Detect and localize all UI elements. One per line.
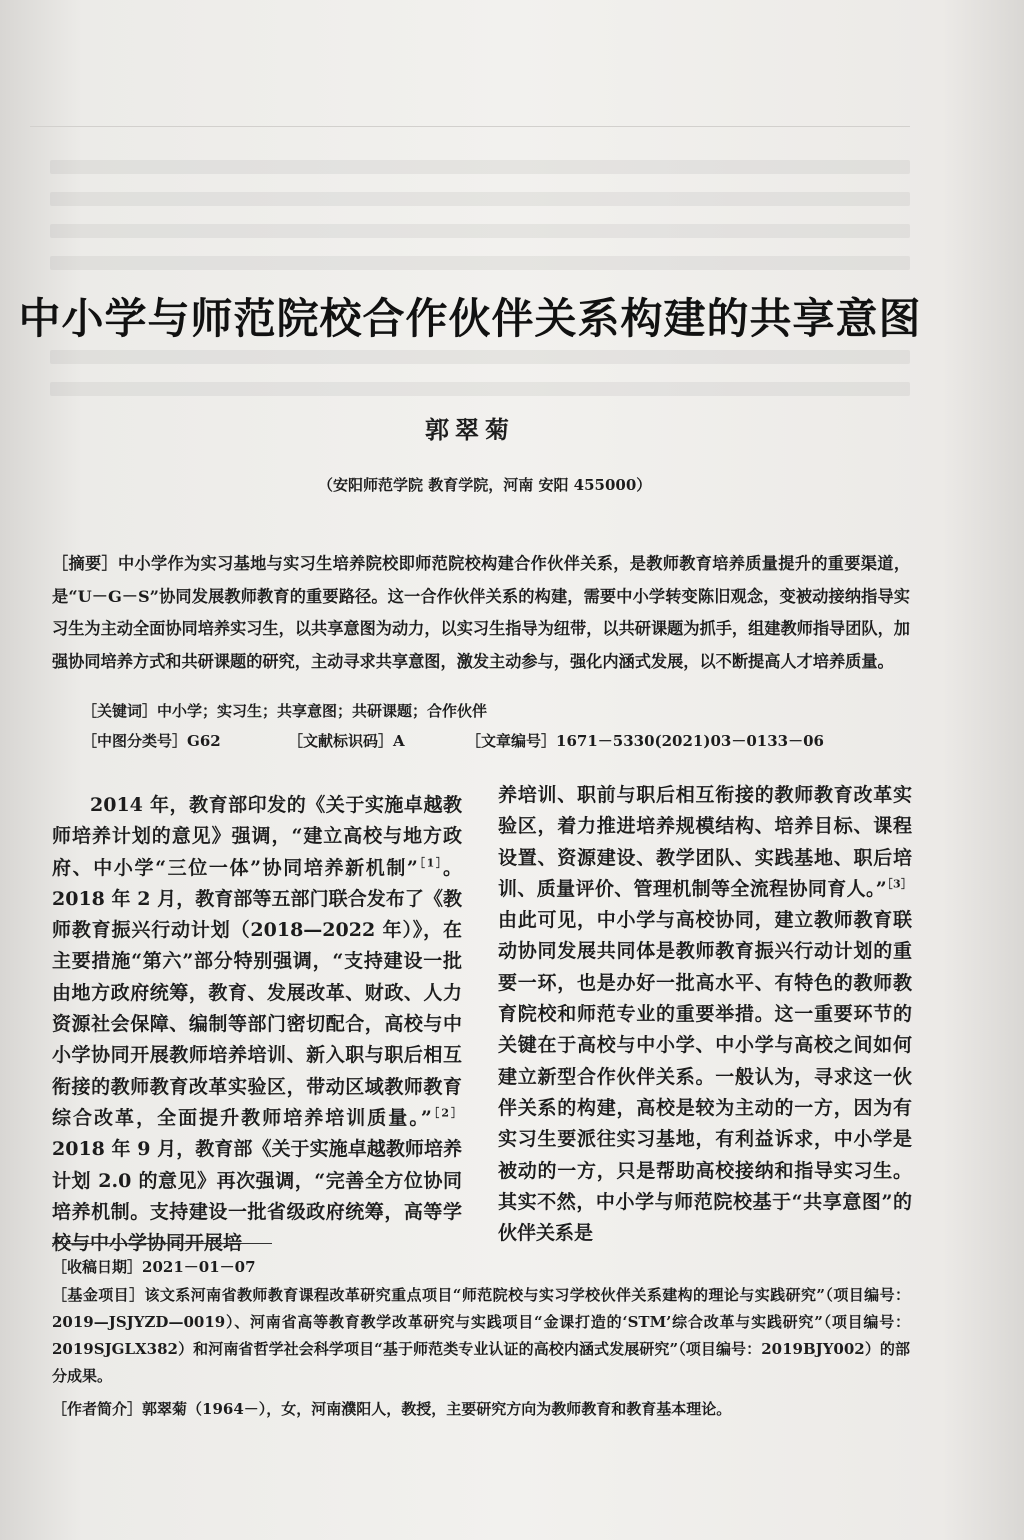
footnote-divider: [52, 1243, 272, 1244]
fund-label: ［基金项目］: [52, 1286, 145, 1304]
classification-row: [82, 730, 221, 751]
article-number: [466, 730, 824, 751]
body-column-left: [52, 790, 462, 1259]
footnote-received: [52, 1254, 910, 1281]
body-text: 2018 年 9 月，教育部《关于实施卓越教师培养计划 2.0 的意见》再次强调，“完善全方位协同培养机制。支持建设一批省级政府统筹，高等学校与中小学协同开展培: [52, 1138, 462, 1255]
bleed-through-text: [50, 224, 910, 238]
keywords-label: ［关键词］: [82, 702, 158, 720]
body-paragraph: [498, 780, 912, 1249]
body-paragraph: [52, 790, 462, 1259]
body-text: 2014 年，教育部印发的《关于实施卓越教师培养计划的意见》强调，“建立高校与地方政府、中小学“三位一体”协同培养新机制”: [52, 794, 462, 879]
author-name: 郭翠菊: [425, 415, 515, 444]
bleed-through-text: [50, 256, 910, 270]
article-number-value: 1671－5330(2021)03－0133－06: [556, 732, 824, 750]
abstract: [52, 548, 910, 678]
bleed-through-header: [30, 96, 910, 127]
received-label: ［收稿日期］: [52, 1258, 143, 1276]
bleed-through-text: [50, 192, 910, 206]
clc-value: G62: [187, 732, 221, 750]
footnote-author: [52, 1396, 910, 1423]
article-number-label: ［文章编号］: [466, 732, 557, 750]
abstract-label: ［摘要］: [52, 554, 119, 573]
body-text: 。2018 年 2 月，教育部等五部门联合发布了《教师教育振兴行动计划（2018—2022 年）》，在主要措施“第六”部分特别强调，“支持建设一批由地方政府统筹，教育、发展改革、财政、人力资源社会保障、编制等部门密切配合，高校与中小学协同开展教师培养培训、新入职与职后相互衔接的教师教育改革实验区，带动区域教师教育综合改革，全面提升教师培养培训质量。”: [52, 856, 462, 1129]
fund-text: 该文系河南省教师教育课程改革研究重点项目“师范院校与实习学校伙伴关系建构的理论与实践研究”（项目编号：2019—JSJYZD—0019）、河南省高等教育教学改革研究与实践项目“金课打造的‘STM’综合改革与实践研究”（项目编号：2019SJGLX382）和河南省哲学社会科学项目“基于师范类专业认证的高校内涵式发展研究”（项目编号：2019BJY002）的部分成果。: [52, 1286, 910, 1385]
body-text: 养培训、职前与职后相互衔接的教师教育改革实验区，着力推进培养规模结构、培养目标、课程设置、资源建设、教学团队、实践基地、职后培训、质量评价、管理机制等全流程协同育人。”: [498, 784, 912, 900]
doc-code-label: ［文献标识码］: [288, 732, 394, 750]
clc-label: ［中图分类号］: [82, 732, 188, 750]
abstract-text: 中小学作为实习基地与实习生培养院校即师范院校构建合作伙伴关系，是教师教育培养质量提升的重要渠道，是“U－G－S”协同发展教师教育的重要路径。这一合作伙伴关系的构建，需要中小学转变陈旧观念，变被动接纳指导实习生为主动全面协同培养实习生，以共享意图为动力，以实习生指导为纽带，以共研课题为抓手，组建教师指导团队，加强协同培养方式和共研课题的研究，主动寻求共享意图，激发主动参与，强化内涵式发展，以不断提高人才培养质量。: [52, 554, 911, 671]
bleed-through-text: [50, 350, 910, 364]
body-column-right: [498, 780, 912, 1249]
footnote-fund: [52, 1282, 910, 1390]
keywords-text: 中小学；实习生；共享意图；共研课题；合作伙伴: [157, 702, 488, 720]
received-date: 2021－01－07: [142, 1258, 256, 1276]
citation-ref[interactable]: ［1］: [417, 856, 443, 870]
doc-code-value: A: [393, 732, 405, 750]
author-intro-label: ［作者简介］: [52, 1400, 143, 1418]
article-title: 中小学与师范院校合作伙伴关系构建的共享意图: [18, 294, 922, 343]
citation-ref[interactable]: ［3］: [886, 877, 913, 891]
bleed-through-text: [50, 382, 910, 396]
keywords: [82, 700, 487, 721]
body-text: 由此可见，中小学与高校协同，建立教师教育联动协同发展共同体是教师教育振兴行动计划的重要一环，也是办好一批高水平、有特色的教师教育院校和师范专业的重要举措。这一重要环节的关键在于高校与中小学、中小学与高校之间如何建立新型合作伙伴关系。一般认为，寻求这一伙伴关系的构建，高校是较为主动的一方，因为有实习生要派往实习基地，有利益诉求，中小学是被动的一方，只是帮助高校接纳和指导实习生。其实不然，中小学与师范院校基于“共享意图”的伙伴关系是: [498, 909, 912, 1245]
bleed-through-text: [50, 160, 910, 174]
citation-ref[interactable]: ［2］: [431, 1106, 462, 1120]
author-intro-text: 郭翠菊（1964－），女，河南濮阳人，教授，主要研究方向为教师教育和教育基本理论。: [142, 1400, 732, 1418]
document-code: [288, 730, 405, 751]
author-affiliation: （安阳师范学院 教育学院，河南 安阳 455000）: [318, 476, 652, 494]
